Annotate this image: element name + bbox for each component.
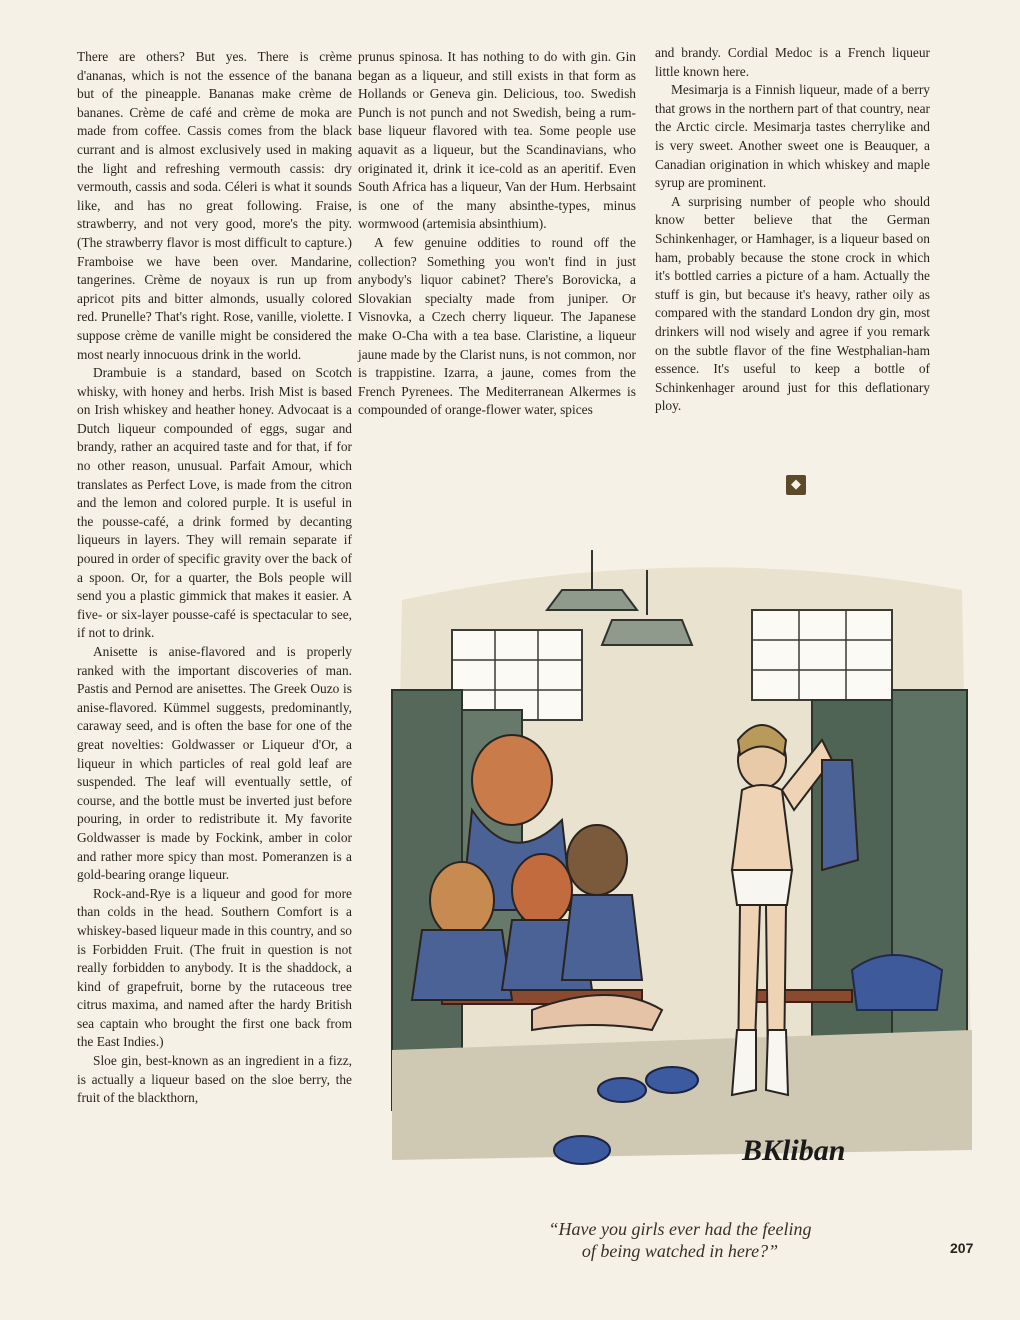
article-column-1 <box>77 48 352 1108</box>
caption-line: “Have you girls ever had the feeling <box>548 1219 812 1239</box>
paragraph: A few genuine oddities to round off the collection? Something you won't find in just anybody's liquor cabinet? There's Borovicka, a Slovakian specialty made from juniper. Or Visnovka, a Czech cherry liqueur. The Japanese make O-Cha with a tea base. Claristine, a liqueur jaune made by the Clarist nuns, is not common, nor is trappistine. Izarra, a jaune, comes from the French Pyrenees. The Mediterranean Alkermes is compounded of orange-flower water, spices <box>358 234 636 418</box>
paragraph: Sloe gin, best-known as an ingredient in a fizz, is actually a liqueur based on the sloe berry, the fruit of the blackthorn, <box>77 1053 352 1106</box>
paragraph: Mesimarja is a Finnish liqueur, made of a berry that grows in the northern part of that country, near the Arctic circle. Mesimarja tastes cherrylike and is very sweet. Another sweet one is Beauquer, a Canadian origination in which whiskey and maple syrup are prominent. <box>655 82 930 191</box>
paragraph: There are others? But yes. There is crème d'ananas, which is not the essence of the banana but of the pineapple. Bananas make crème de bananes. Crème de café and crème de moka are made from coffee. Cassis comes from the black currant and is almost exclusively used in making the light and refreshing vermouth cassis: dry vermouth, cassis and soda. Céleri is what it sounds like, and has no great following. Fraise, strawberry, and not very good, more's the pity. (The strawberry flavor is most difficult to capture.) Framboise we have been over. Mandarine, tangerines. Crème de noyaux is run up from apricot pits and bitter almonds, usually colored red. Prunelle? That's right. Rose, vanille, violette. I suppose crème de vanille might be considered the most nearly innocuous drink in the world. <box>77 49 352 362</box>
page-number: 207 <box>950 1240 974 1256</box>
article-column-3 <box>655 44 930 416</box>
bunny-icon: ◆ <box>786 475 806 495</box>
cartoon-caption <box>420 1218 940 1262</box>
paragraph: Drambuie is a standard, based on Scotch whisky, with honey and herbs. Irish Mist is based on Irish whiskey and heather honey. Advocaat is a Dutch liqueur compounded of eggs, sugar and brandy, rather an acquired taste and for that, if for no other reason, unusual. Parfait Amour, which translates as Perfect Love, is made from the citron and the lemon and colored purple. It is useful in the pousse-café, a drink formed by decanting liqueurs in layers. They will remain separate if poured in order of specific gravity over the back of a spoon. Or, for a quarter, the Bols people will send you a plastic gimmick that makes it easier. A five- or six-layer pousse-café is spectacular to see, if not to drink. <box>77 365 352 641</box>
paragraph: Anisette is anise-flavored and is properly ranked with the important discoveries of man. Pastis and Pernod are anisettes. The Greek Ouzo is anise-flavored. Kümmel suggests, predominantly, caraway seed, and is often the base for one of the great novelties: Goldwasser or Liqueur d'Or, a liqueur in which particles of real gold leaf are suspended. The leaf will eventually settle, of course, and the bottle must be inverted just before pouring, in order to redistribute it. My favorite Goldwasser is made by Fockink, amber in color and rather more spicy than most. Pomeranzen is a gold-bearing orange liqueur. <box>77 644 352 883</box>
paragraph: and brandy. Cordial Medoc is a French liqueur little known here. <box>655 45 930 79</box>
paragraph: prunus spinosa. It has nothing to do with gin. Gin began as a liqueur, and still exists in that form as Hollands or Geneva gin. Delicious, too. Swedish Punch is not punch and not Swedish, being a rum-base liqueur flavored with tea. Some people use aquavit as a liqueur, but the Scandinavians, who originated it, drink it ice-cold as an aperitif. Even South Africa has a liqueur, Van der Hum. Herbsaint is one of the many absinthe-types, minus wormwood (artemisia absinthium). <box>358 49 636 232</box>
artist-signature: BKliban <box>742 1134 846 1167</box>
locker-room-cartoon <box>382 550 982 1190</box>
paragraph: A surprising number of people who should know better believe that the German Schinkenhager, or Hamhager, is a liqueur based on ham, probably because the stone crock in which it's bottled carries a picture of a ham. Actually the stuff is gin, but because it's heavy, rather oily as compared with the standard London dry gin, most drinkers will nod wisely and agree if you remark on the subtle flavor of the fine Westphalian-ham essence. It's useful to keep a bottle of Schinkenhager around just for this deflationary ploy. <box>655 193 930 414</box>
paragraph: Rock-and-Rye is a liqueur and good for more than colds in the head. Southern Comfort is a whiskey-based liqueur made in this country, and so is Forbidden Fruit. (The fruit in question is not really forbidden to anybody. It is the shaddock, a kind of grapefruit, borne by the rutaceous tree citrus maxima, and named after the hardy British sea captain who brought the first one back from the East Indies.) <box>77 885 352 1050</box>
caption-line: of being watched in here?” <box>581 1241 779 1261</box>
article-column-2 <box>358 48 636 420</box>
